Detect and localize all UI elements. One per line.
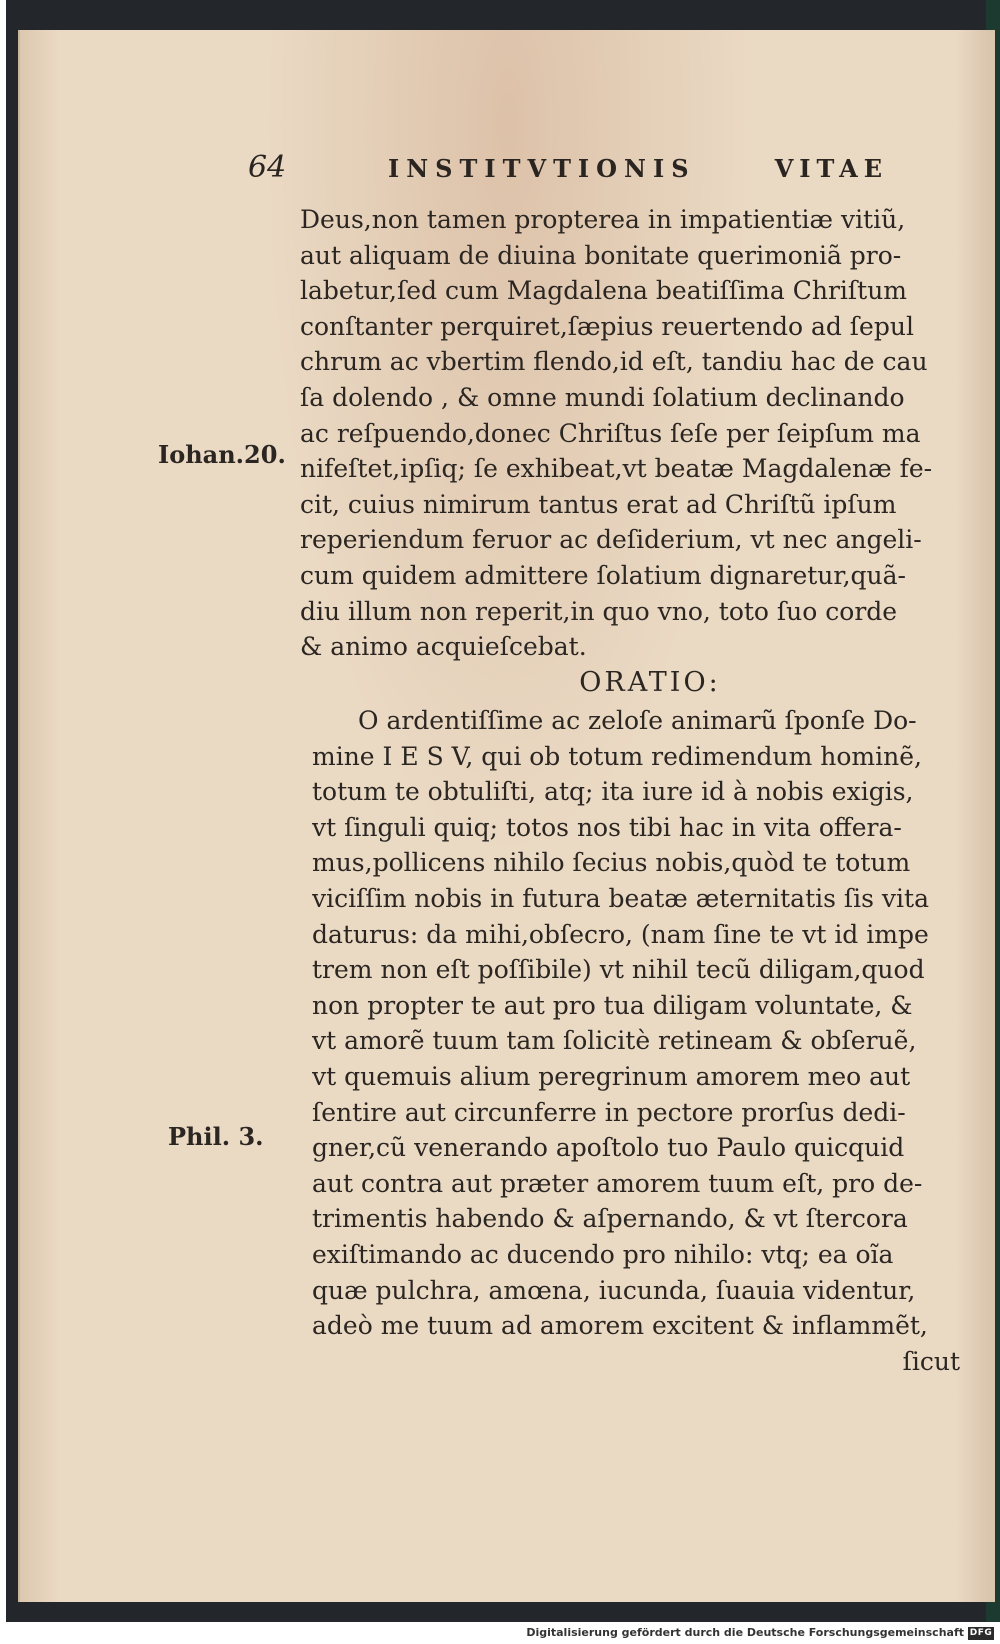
text-line: viciſſim nobis in futura beatæ æternitatis ſis vita <box>312 883 929 913</box>
text-line: ſa dolendo , & omne mundi ſolatium declinando <box>300 382 905 412</box>
text-line: ſentire aut circunferre in pectore prorſus dedi- <box>312 1097 906 1127</box>
section-heading: ORATIO: <box>579 666 721 698</box>
text-line: vt quemuis alium peregrinum amorem meo aut <box>312 1061 911 1091</box>
text-line: O ardentiſſime ac zeloſe animarũ ſponſe Do- <box>358 706 917 735</box>
funding-credit: Digitalisierung gefördert durch die Deutsche Forschungsgemeinschaft <box>526 1626 964 1639</box>
text-line: totum te obtuliſti, atq; ita iure id à nobis exigis, <box>312 777 914 807</box>
running-head-title: INSTITVTIONIS <box>388 154 696 183</box>
dfg-logo-text: DFG <box>969 1628 993 1638</box>
text-line: aut aliquam de diuina bonitate querimoniã pro- <box>300 240 902 270</box>
text-line: daturus: da mihi,obſecro, (nam ſine te vt id impe <box>312 919 929 949</box>
running-head-title-right: VITAE <box>774 154 888 183</box>
text-line: & animo acquieſcebat. <box>300 632 587 662</box>
text-line: exiſtimando ac ducendo pro nihilo: vtq; ea oĩa <box>312 1239 894 1269</box>
running-head <box>248 150 888 190</box>
page-edge <box>990 30 994 1602</box>
text-line: cit, cuius nimirum tantus erat ad Chriſtũ ipſum <box>300 489 897 519</box>
text-line: adeò me tuum ad amorem excitent & inflammẽt, <box>312 1311 928 1341</box>
text-line: labetur,ſed cum Magdalena beatiſſima Chriſtum <box>300 276 907 306</box>
text-line: trimentis habendo & aſpernando, & vt ſtercora <box>312 1204 908 1234</box>
marginal-note-john: Iohan.20. <box>158 440 286 469</box>
marginal-note-philippians: Phil. 3. <box>168 1122 264 1151</box>
text-line: quæ pulchra, amœna, iucunda, ſuauia videntur, <box>312 1275 916 1305</box>
text-line: Deus,non tamen propterea in impatientiæ vitiũ, <box>300 205 906 234</box>
digitization-footer <box>0 1624 1000 1644</box>
text-line: mine I E S V, qui ob totum redimendum hominẽ, <box>312 741 922 771</box>
text-line: gner,cũ venerando apoſtolo tuo Paulo quicquid <box>312 1133 905 1163</box>
prayer-text <box>312 703 964 1379</box>
page-number: 64 <box>248 150 287 185</box>
text-line: vt amorẽ tuum tam ſolicitè retineam & obſeruẽ, <box>312 1026 917 1056</box>
text-line: conſtanter perquiret,ſæpius reuertendo ad ſepul <box>300 311 914 341</box>
body-text <box>300 202 960 700</box>
catchword: ſicut <box>902 1346 960 1376</box>
text-line: cum quidem admittere ſolatium dignaretur,quã- <box>300 560 907 590</box>
text-line: nifeſtet,ipſiq; ſe exhibeat,vt beatæ Magdalenæ fe- <box>300 454 933 484</box>
text-line: ac reſpuendo,donec Chriſtus ſeſe per ſeipſum ma <box>300 418 921 448</box>
text-line: chrum ac vbertim flendo,id eſt, tandiu hac de cau <box>300 347 928 377</box>
text-line: diu illum non reperit,in quo vno, toto ſuo corde <box>300 596 898 626</box>
text-line: trem non eſt poſſibile) vt nihil tecũ diligam,quod <box>312 955 925 985</box>
text-line: non propter te aut pro tua diligam voluntate, & <box>312 990 913 1020</box>
dfg-logo <box>968 1627 994 1640</box>
text-line: aut contra aut præter amorem tuum eſt, pro de- <box>312 1168 923 1198</box>
text-line: reperiendum feruor ac deſiderium, vt nec angeli- <box>300 525 922 555</box>
text-line: vt ſinguli quiq; totos nos tibi hac in vita offera- <box>312 812 902 842</box>
text-line: mus,pollicens nihilo ſecius nobis,quòd te totum <box>312 848 911 878</box>
